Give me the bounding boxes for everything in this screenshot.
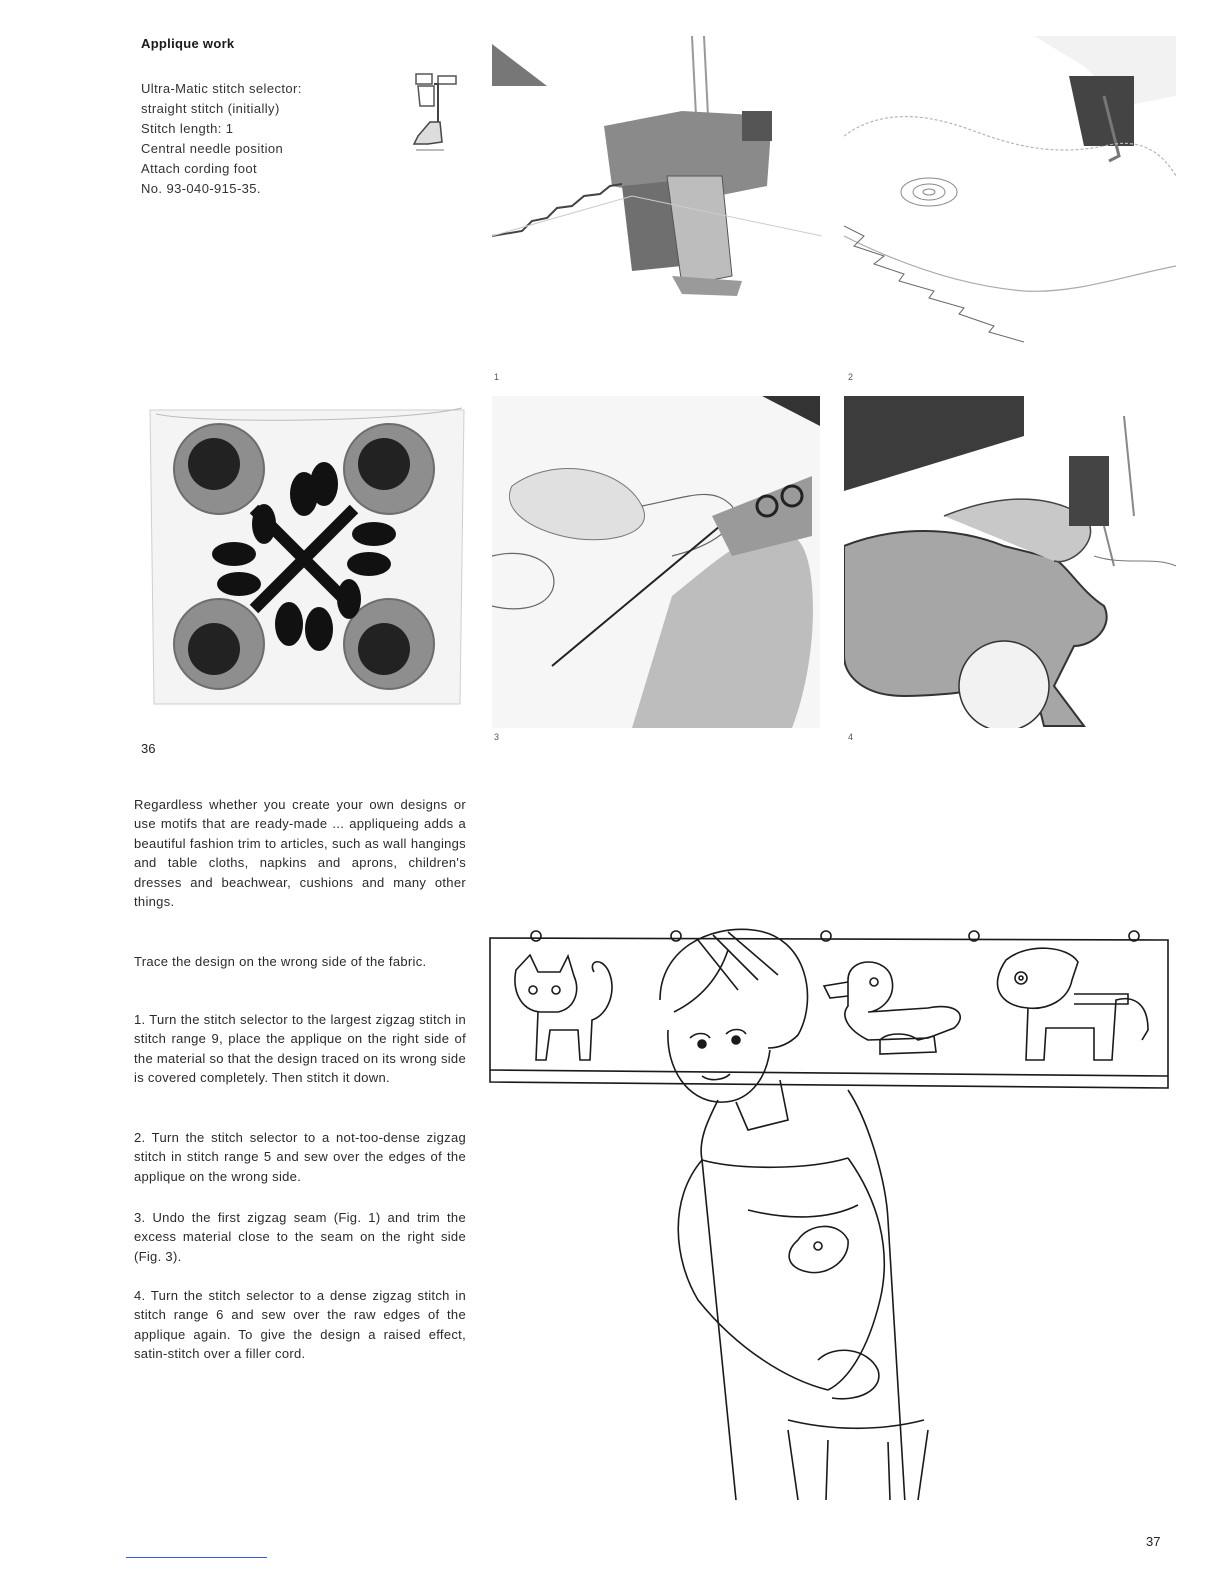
girl-illustration [488, 920, 1178, 1500]
spec-line: Stitch length: 1 [141, 121, 234, 136]
spec-line: Ultra-Matic stitch selector: [141, 81, 302, 96]
figure-1-photo [492, 36, 822, 368]
intro-paragraph: Regardless whether you create your own designs or use motifs that are ready-made ... appliqueing adds a beautiful fashion trim to articles, such as wall hangings and table cloths, napkins and aprons, children's dresses and beachwear, cushions and many other things. [134, 797, 466, 910]
figure-3-photo [492, 396, 820, 728]
page-number-right: 37 [1146, 1534, 1161, 1549]
page-title: Applique work [141, 36, 235, 51]
page-number-left: 36 [141, 741, 156, 756]
spec-line: Central needle position [141, 141, 284, 156]
figure-4-photo [844, 396, 1176, 728]
trace-paragraph: Trace the design on the wrong side of the fabric. [134, 954, 427, 969]
step-2-paragraph: 2. Turn the stitch selector to a not-too-dense zigzag stitch in stitch range 5 and sew over the edges of the applique on the wrong side. [134, 1130, 466, 1184]
spec-line: straight stitch (initially) [141, 101, 280, 116]
footer-rule [126, 1557, 267, 1558]
step-3-paragraph: 3. Undo the first zigzag seam (Fig. 1) and trim the excess material close to the seam on the right side (Fig. 3). [134, 1210, 466, 1264]
figure-2-label: 2 [848, 372, 854, 382]
machine-settings [141, 79, 361, 199]
figure-2-photo [844, 36, 1176, 368]
figure-1-label: 1 [494, 372, 500, 382]
step-1-paragraph: 1. Turn the stitch selector to the largest zigzag stitch in stitch range 9, place the applique on the right side of the material so that the design traced on its wrong side is covered completely. Then stitch it down. [134, 1012, 466, 1086]
spec-line: No. 93-040-915-35. [141, 181, 261, 196]
figure-3-label: 3 [494, 732, 500, 742]
cushion-photo [144, 404, 470, 724]
cording-foot-icon [408, 72, 464, 154]
spec-line: Attach cording foot [141, 161, 257, 176]
step-4-paragraph: 4. Turn the stitch selector to a dense zigzag stitch in stitch range 6 and sew over the raw edges of the applique again. To give the design a raised effect, satin-stitch over a filler cord. [134, 1288, 466, 1362]
figure-4-label: 4 [848, 732, 854, 742]
